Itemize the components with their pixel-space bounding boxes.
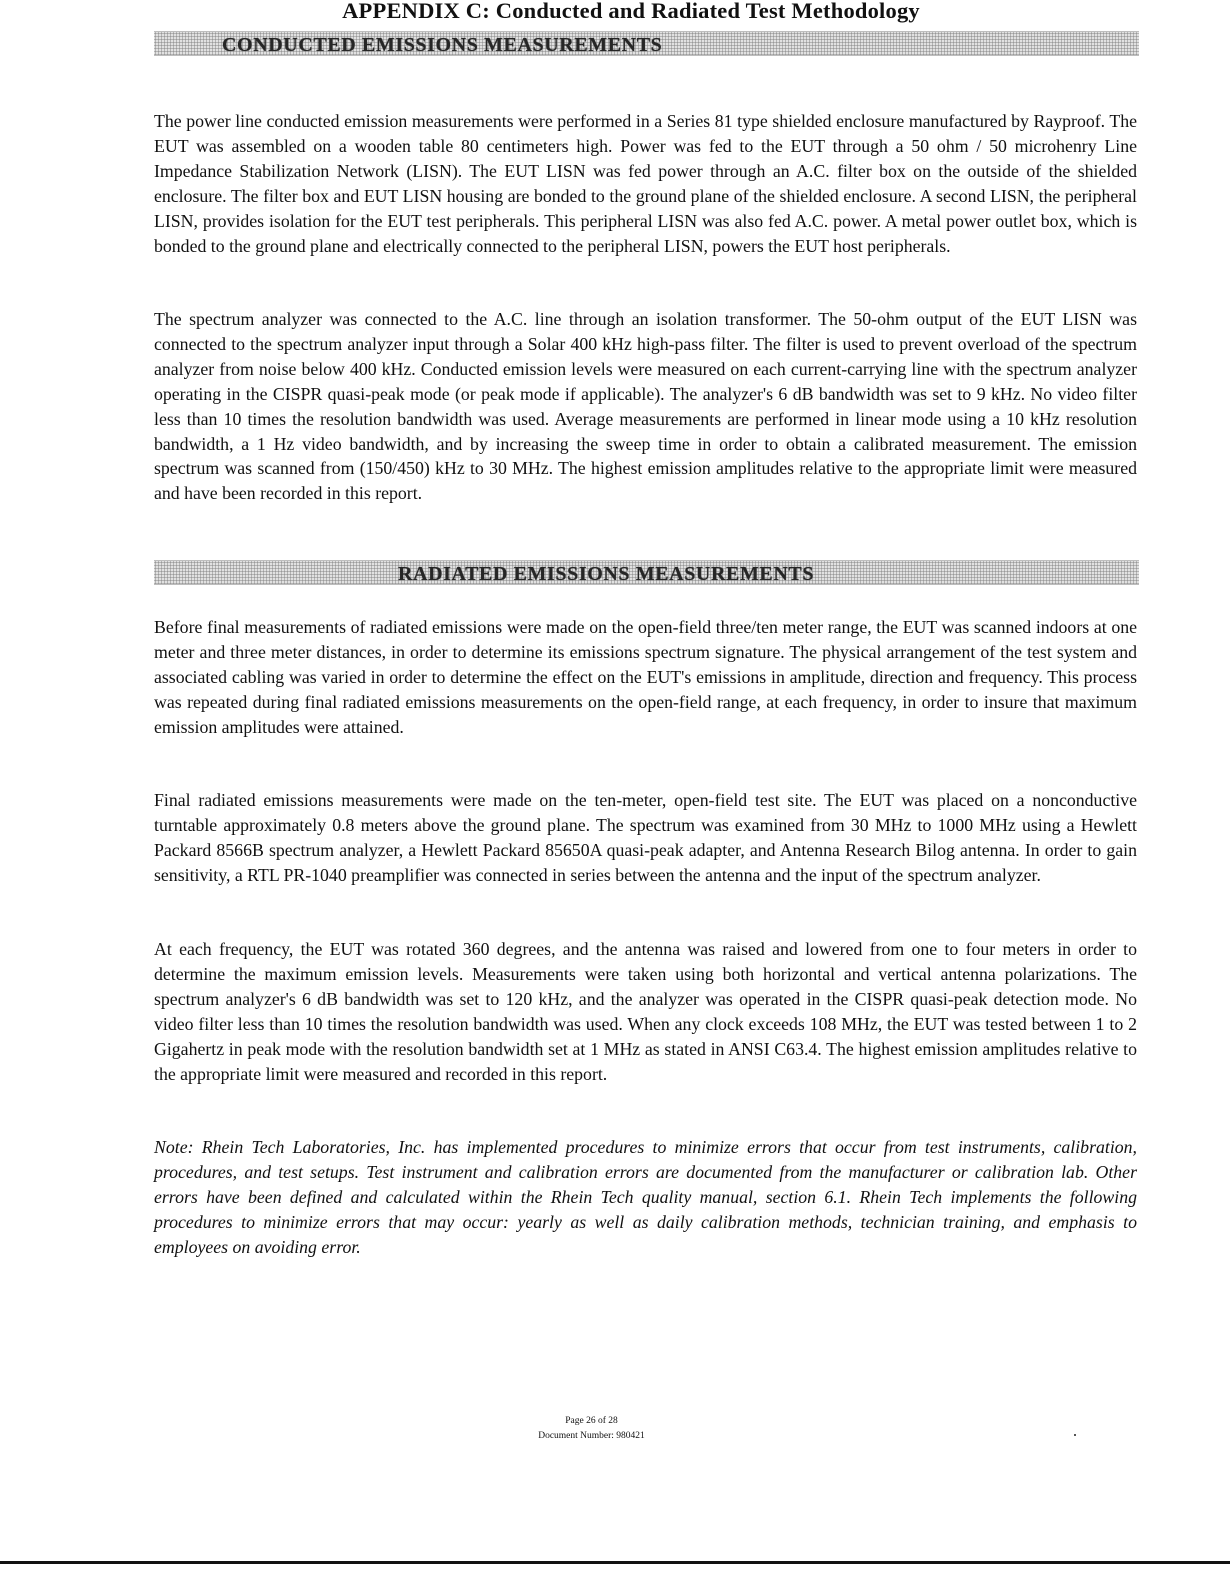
quality-note: Note: Rhein Tech Laboratories, Inc. has implemented procedures to minimize errors that occur from test instruments, calibration, procedures, and test setups. Test instrument and calibration errors are documented from the manufacturer or calibration lab. Other errors have been defined and calculated within the Rhein Tech quality manual, section 6.1. Rhein Tech implements the following procedures to minimize errors that may occur: yearly as well as daily calibration methods, technician training, and emphasis to employees on avoiding error. [154, 1137, 1137, 1257]
conducted-paragraph-1: The power line conducted emission measurements were performed in a Series 81 type shielded enclosure manufactured by Rayproof. The EUT was assembled on a wooden table 80 centimeters high. Power was fed to the EUT through a 50 ohm / 50 microhenry Line Impedance Stabilization Network (LISN). The EUT LISN was fed power through an A.C. filter box on the outside of the shielded enclosure. The filter box and EUT LISN housing are bonded to the ground plane of the shielded enclosure. A second LISN, the peripheral LISN, provides isolation for the EUT test peripherals. This peripheral LISN was also fed A.C. power. A metal power outlet box, which is bonded to the ground plane and electrically connected to the peripheral LISN, powers the EUT host peripherals. [154, 111, 1137, 256]
page-number: Page 26 of 28 [565, 1416, 618, 1426]
scan-speck [1074, 1434, 1076, 1436]
radiated-section-heading: RADIATED EMISSIONS MEASUREMENTS [398, 563, 815, 585]
page-footer [0, 1414, 1183, 1444]
radiated-paragraph-2: Final radiated emissions measurements were made on the ten-meter, open-field test site. The EUT was placed on a nonconductive turntable approximately 0.8 meters above the ground plane. The spectrum was examined from 30 MHz to 1000 MHz using a Hewlett Packard 8566B spectrum analyzer, a Hewlett Packard 85650A quasi-peak adapter, and Antenna Research Bilog antenna. In order to gain sensitivity, a RTL PR-1040 preamplifier was connected in series between the antenna and the input of the spectrum analyzer. [154, 790, 1137, 885]
bottom-rule [0, 1561, 1230, 1564]
page-title: APPENDIX C: Conducted and Radiated Test Methodology [342, 0, 920, 23]
conducted-section-banner [154, 31, 1139, 56]
document-number: Document Number: 980421 [538, 1431, 645, 1441]
conducted-paragraph-2: The spectrum analyzer was connected to the A.C. line through an isolation transformer. The 50-ohm output of the EUT LISN was connected to the spectrum analyzer input through a Solar 400 kHz high-pass filter. The filter is used to prevent overload of the spectrum analyzer from noise below 400 kHz. Conducted emission levels were measured on each current-carrying line with the spectrum analyzer operating in the CISPR quasi-peak mode (or peak mode if applicable). The analyzer's 6 dB bandwidth was set to 9 kHz. No video filter less than 10 times the resolution bandwidth was used. Average measurements are performed in linear mode using a 10 kHz resolution bandwidth, a 1 Hz video bandwidth, and by increasing the sweep time in order to obtain a calibrated measurement. The emission spectrum was scanned from (150/450) kHz to 30 MHz. The highest emission amplitudes relative to the appropriate limit were measured and have been recorded in this report. [154, 309, 1137, 504]
radiated-paragraph-3: At each frequency, the EUT was rotated 360 degrees, and the antenna was raised and lowered from one to four meters in order to determine the maximum emission levels. Measurements were taken using both horizontal and vertical antenna polarizations. The spectrum analyzer's 6 dB bandwidth was set to 120 kHz, and the analyzer was operated in the CISPR quasi-peak detection mode. No video filter less than 10 times the resolution bandwidth was used. When any clock exceeds 108 MHz, the EUT was tested between 1 to 2 Gigahertz in peak mode with the resolution bandwidth set at 1 MHz as stated in ANSI C63.4. The highest emission amplitudes relative to the appropriate limit were measured and recorded in this report. [154, 939, 1137, 1084]
conducted-section-heading: CONDUCTED EMISSIONS MEASUREMENTS [222, 34, 663, 56]
radiated-paragraph-1: Before final measurements of radiated emissions were made on the open-field three/ten meter range, the EUT was scanned indoors at one meter and three meter distances, in order to determine its emissions spectrum signature. The physical arrangement of the test system and associated cabling was varied in order to determine the effect on the EUT's emissions in amplitude, direction and frequency. This process was repeated during final radiated emissions measurements on the open-field range, at each frequency, in order to insure that maximum emission amplitudes were attained. [154, 617, 1137, 737]
radiated-section-banner [154, 560, 1139, 585]
